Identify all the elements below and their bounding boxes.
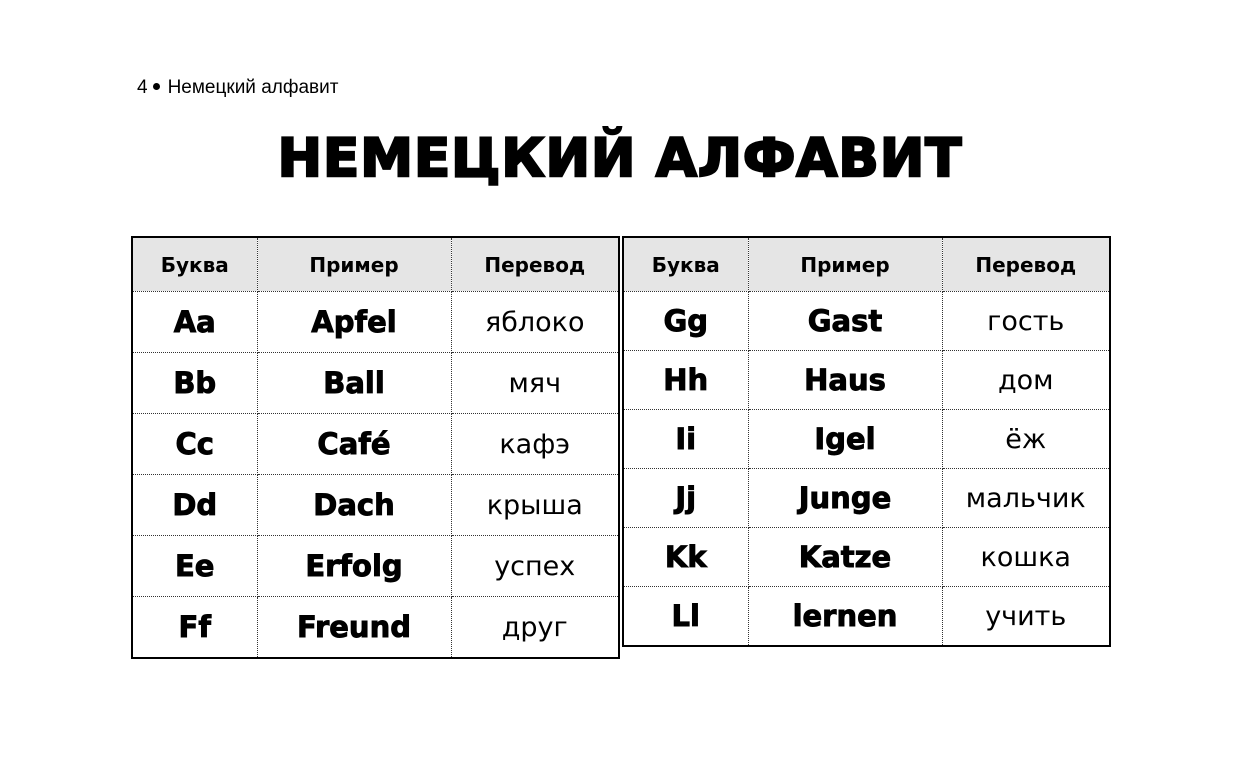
example-cell: Junge <box>748 469 942 528</box>
letter-cell: Ii <box>623 410 748 469</box>
example-cell: Dach <box>257 475 451 536</box>
table-header-row <box>132 237 619 292</box>
letter-cell: Ff <box>132 597 257 659</box>
page-number: 4 <box>137 77 148 98</box>
translation-cell: кафэ <box>451 414 619 475</box>
table-row <box>623 351 1110 410</box>
table-row <box>132 292 619 353</box>
letter-cell: Kk <box>623 528 748 587</box>
example-cell: Katze <box>748 528 942 587</box>
translation-cell: ёж <box>942 410 1110 469</box>
page-title: НЕМЕЦКИЙ АЛФАВИТ <box>277 128 963 189</box>
translation-cell: кошка <box>942 528 1110 587</box>
column-header-letter: Буква <box>132 237 257 292</box>
example-cell: Ball <box>257 353 451 414</box>
translation-cell: успех <box>451 536 619 597</box>
alphabet-table-right <box>622 236 1111 647</box>
letter-cell: Cc <box>132 414 257 475</box>
table-row <box>132 414 619 475</box>
alphabet-table-left <box>131 236 620 659</box>
letter-cell: Jj <box>623 469 748 528</box>
column-header-letter: Буква <box>623 237 748 292</box>
translation-cell: крыша <box>451 475 619 536</box>
translation-cell: мальчик <box>942 469 1110 528</box>
letter-cell: Bb <box>132 353 257 414</box>
translation-cell: дом <box>942 351 1110 410</box>
letter-cell: Aa <box>132 292 257 353</box>
column-header-translation: Перевод <box>451 237 619 292</box>
table-header-row <box>623 237 1110 292</box>
example-cell: Freund <box>257 597 451 659</box>
example-cell: lernen <box>748 587 942 647</box>
example-cell: Apfel <box>257 292 451 353</box>
table-row <box>623 292 1110 351</box>
table-row <box>132 353 619 414</box>
running-header <box>137 77 338 99</box>
translation-cell: друг <box>451 597 619 659</box>
example-cell: Erfolg <box>257 536 451 597</box>
letter-cell: Gg <box>623 292 748 351</box>
translation-cell: гость <box>942 292 1110 351</box>
table-row <box>623 469 1110 528</box>
example-cell: Igel <box>748 410 942 469</box>
translation-cell: учить <box>942 587 1110 647</box>
column-header-example: Пример <box>748 237 942 292</box>
translation-cell: яблоко <box>451 292 619 353</box>
table-row <box>623 528 1110 587</box>
table-row <box>132 536 619 597</box>
running-title: Немецкий алфавит <box>167 77 339 98</box>
column-header-translation: Перевод <box>942 237 1110 292</box>
example-cell: Gast <box>748 292 942 351</box>
table-row <box>623 410 1110 469</box>
example-cell: Café <box>257 414 451 475</box>
letter-cell: Ee <box>132 536 257 597</box>
letter-cell: Dd <box>132 475 257 536</box>
table-row <box>623 587 1110 647</box>
table-row <box>132 597 619 659</box>
letter-cell: Hh <box>623 351 748 410</box>
column-header-example: Пример <box>257 237 451 292</box>
bullet-icon <box>153 83 160 90</box>
table-row <box>132 475 619 536</box>
letter-cell: Ll <box>623 587 748 647</box>
example-cell: Haus <box>748 351 942 410</box>
translation-cell: мяч <box>451 353 619 414</box>
